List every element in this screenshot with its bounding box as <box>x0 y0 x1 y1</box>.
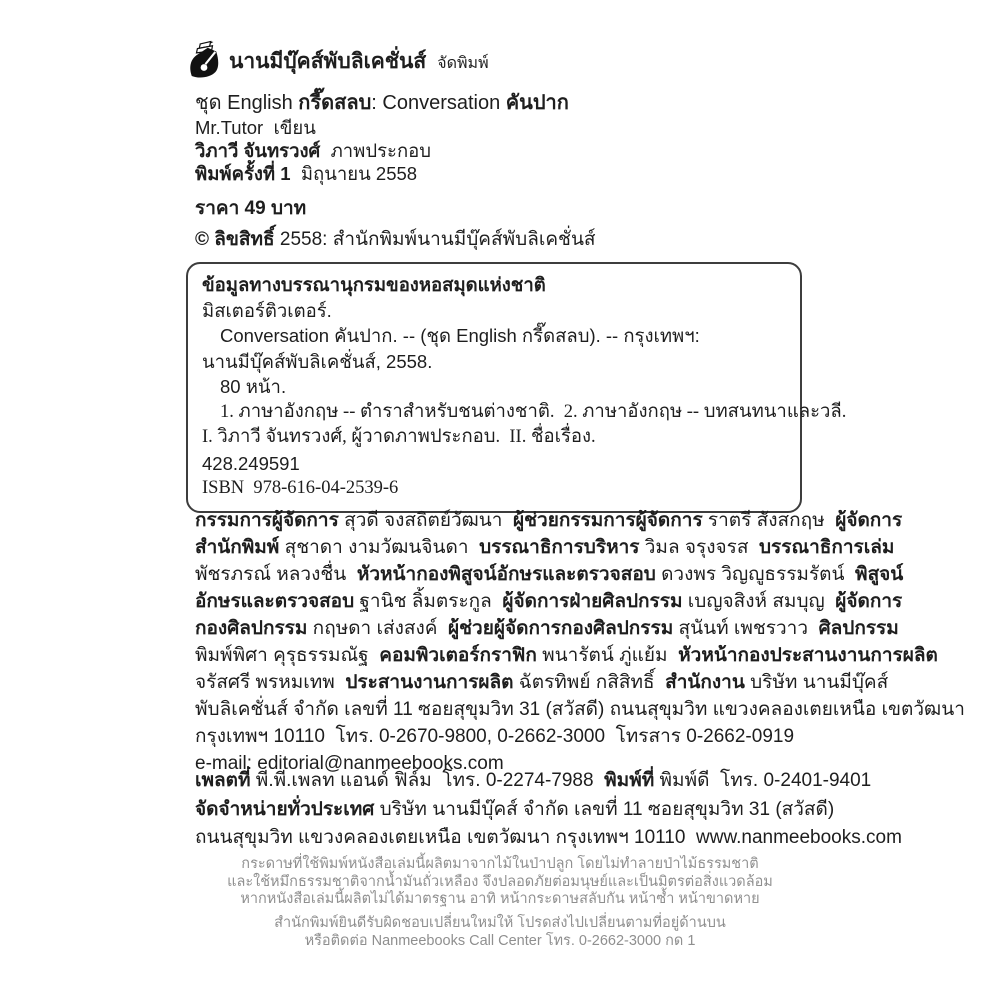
series-title-line <box>195 86 569 118</box>
person-name: ฐานิช ลิ้มตระกูล <box>354 591 503 612</box>
address-text: พับลิเคชั่นส์ จำกัด เลขที่ 11 ซอยสุขุมวิท 31 (สวัสดี) ถนนสุขุมวิท แขวงคลองเตยเหนือ เขตวัฒนา <box>195 699 965 720</box>
author-role: เขียน <box>263 117 316 138</box>
person-name: เบญจสิงห์ สมบุญ <box>682 591 836 612</box>
role-label: ศิลปกรรม <box>818 618 899 639</box>
credits-line <box>195 615 899 642</box>
role-label: กองศิลปกรรม <box>195 618 308 639</box>
credits-line <box>195 588 903 615</box>
person-name: วิมล จรุงจรส <box>639 537 759 558</box>
credits-line <box>195 561 904 588</box>
edition-label: พิมพ์ครั้งที่ 1 <box>195 163 291 184</box>
paper-eco-note <box>0 856 1000 909</box>
distributor-company: บริษัท นานมีบุ๊คส์ จำกัด เลขที่ 11 ซอยสุขุมวิท 31 (สวัสดี) <box>374 798 835 820</box>
credits-line <box>195 534 895 561</box>
note-line: กระดาษที่ใช้พิมพ์หนังสือเล่มนี้ผลิตมาจากไม้ในป่าปลูก โดยไม่ทำลายป่าไม้ธรรมชาติ <box>241 856 759 872</box>
office-address-line <box>195 696 965 723</box>
person-name: ฉัตรทิพย์ กสิสิทธิ์ <box>513 672 666 693</box>
cip-author: มิสเตอร์ติวเตอร์. <box>202 299 332 321</box>
printer-company: พิมพ์ดี โทร. 0-2401-9401 <box>654 770 872 791</box>
copyright-label: © ลิขสิทธิ์ <box>195 229 275 250</box>
phone-text: กรุงเทพฯ 10110 โทร. 0-2670-9800, 0-2662-3000 โทรสาร 0-2662-0919 <box>195 726 795 747</box>
plate-print-line <box>195 767 872 796</box>
book-title-thai: คันปาก <box>505 92 569 114</box>
price-line: ราคา 49 บาท <box>195 198 307 219</box>
role-label: พิสูจน์ <box>855 564 904 585</box>
edition-date: มิถุนายน 2558 <box>290 163 418 184</box>
national-library-cip-box <box>186 262 847 513</box>
role-label: หัวหน้ากองพิสูจน์อักษรและตรวจสอบ <box>356 564 656 585</box>
company-name: บริษัท นานมีบุ๊คส์ <box>744 672 889 693</box>
role-label: บรรณาธิการเล่ม <box>758 537 895 558</box>
note-line: และใช้หมึกธรรมชาติจากน้ำมันถั่วเหลือง จึงปลอดภัยต่อมนุษย์และเป็นมิตรต่อสิ่งแวดล้อม <box>227 873 773 890</box>
credits-line <box>195 642 938 669</box>
illustrator-name: วิภาวี จันทรวงศ์ <box>195 140 321 161</box>
credits-line <box>195 507 903 534</box>
cip-imprint: นานมีบุ๊คส์พับลิเคชั่นส์, 2558. <box>202 350 433 372</box>
cip-dewey-number: 428.249591 <box>202 452 300 474</box>
publisher-suffix: จัดพิมพ์ <box>437 55 489 72</box>
role-label: ผู้จัดการฝ่ายศิลปกรรม <box>502 591 683 612</box>
person-name: พัชรภรณ์ หลวงชื่น <box>195 564 357 585</box>
person-name: สุชาดา งามวัฒนจินดา <box>279 537 480 558</box>
author-name: Mr.Tutor <box>195 117 264 138</box>
distributor-line <box>195 796 835 825</box>
note-line: สำนักพิมพ์ยินดีรับผิดชอบเปลี่ยนใหม่ให้ โปรดส่งไปเปลี่ยนตามที่อยู่ด้านบน <box>274 915 726 931</box>
publisher-brand-line <box>188 40 489 83</box>
person-name: สุนันท์ เพชรวาว <box>673 618 819 639</box>
series-prefix: ชุด English <box>195 92 299 114</box>
credits-line <box>195 669 889 696</box>
role-label: สำนักงาน <box>665 672 745 693</box>
person-name: ดวงพร วิญญูธรรมรัตน์ <box>655 564 856 585</box>
note-line: หรือติดต่อ Nanmeebooks Call Center โทร. 0-2662-3000 กด 1 <box>304 933 696 949</box>
role-label: ผู้ช่วยกรรมการผู้จัดการ <box>513 510 703 531</box>
role-label: ผู้จัดการ <box>835 510 903 531</box>
cip-pagination: 80 หน้า. <box>220 376 287 397</box>
role-label: บรรณาธิการบริหาร <box>479 537 640 558</box>
note-line: หากหนังสือเล่มนี้ผลิตไม่ได้มาตรฐาน อาทิ หน้ากระดาษสลับกัน หน้าซ้ำ หน้าขาดหาย <box>240 891 760 907</box>
cip-subjects: 1. ภาษาอังกฤษ -- ตำราสำหรับชนต่างชาติ. 2. ภาษาอังกฤษ -- บทสนทนาและวลี. <box>220 401 847 422</box>
role-label: สำนักพิมพ์ <box>195 537 280 558</box>
staff-credits-block <box>195 507 965 777</box>
plate-label: เพลตที่ <box>195 770 251 791</box>
person-name: สุวดี จงสถิตย์วัฒนา <box>338 510 514 531</box>
role-label: ผู้ช่วยผู้จัดการกองศิลปกรรม <box>448 618 674 639</box>
illustrator-role: ภาพประกอบ <box>320 140 432 161</box>
role-label: หัวหน้ากองประสานงานการผลิต <box>678 645 938 666</box>
plate-company: พี.พี.เพลท แอนด์ ฟิล์ม โทร. 0-2274-7988 <box>250 770 605 791</box>
person-name: กฤษดา เส่งสงค์ <box>307 618 449 639</box>
person-name: จรัสศรี พรหมเทพ <box>195 672 346 693</box>
copyright-line <box>195 224 596 254</box>
cip-added-entries: I. วิภาวี จันทรวงศ์, ผู้วาดภาพประกอบ. II. ชื่อเรื่อง. <box>202 427 596 447</box>
role-label: คอมพิวเตอร์กราฟิก <box>379 645 537 666</box>
nanmeebooks-logo-icon <box>188 40 220 83</box>
edition-line <box>195 162 431 185</box>
distributor-address-line <box>195 824 902 853</box>
cip-title: ข้อมูลทางบรรณานุกรมของหอสมุดแห่งชาติ <box>202 274 546 295</box>
series-mid: : Conversation <box>371 92 506 114</box>
person-name: พิมพ์พิศา คุรุธรรมณัฐ <box>195 645 380 666</box>
author-line <box>195 116 431 139</box>
copyright-value: 2558: สำนักพิมพ์นานมีบุ๊คส์พับลิเคชั่นส์ <box>274 229 596 250</box>
printing-distribution-block <box>195 767 902 853</box>
role-label: ผู้จัดการ <box>835 591 903 612</box>
person-name: ราตรี สังสกฤษ <box>702 510 836 531</box>
role-label: กรรมการผู้จัดการ <box>195 510 339 531</box>
distributor-label: จัดจำหน่ายทั่วประเทศ <box>195 798 375 820</box>
cip-isbn: ISBN 978-616-04-2539-6 <box>202 478 399 498</box>
contributor-block <box>195 116 431 185</box>
cip-title-statement: Conversation คันปาก. -- (ชุด English กรี๊ดสลบ). -- กรุงเทพฯ: <box>220 325 700 346</box>
address-text: ถนนสุขุมวิท แขวงคลองเตยเหนือ เขตวัฒนา กรุงเทพฯ 10110 www.nanmeebooks.com <box>195 827 902 848</box>
printer-label: พิมพ์ที่ <box>604 770 655 791</box>
person-name: พนารัตน์ ภู่แย้ม <box>536 645 679 666</box>
publisher-name: นานมีบุ๊คส์พับลิเคชั่นส์ <box>229 50 427 73</box>
office-phone-line <box>195 723 813 750</box>
series-name-thai: กรี๊ดสลบ <box>298 92 372 114</box>
illustrator-line <box>195 139 431 162</box>
email-text: e-mail: editorial@nanmeebooks.com <box>195 753 504 774</box>
role-label: ประสานงานการผลิต <box>345 672 514 693</box>
role-label: อักษรและตรวจสอบ <box>195 591 355 612</box>
replacement-policy-note <box>0 914 1000 950</box>
